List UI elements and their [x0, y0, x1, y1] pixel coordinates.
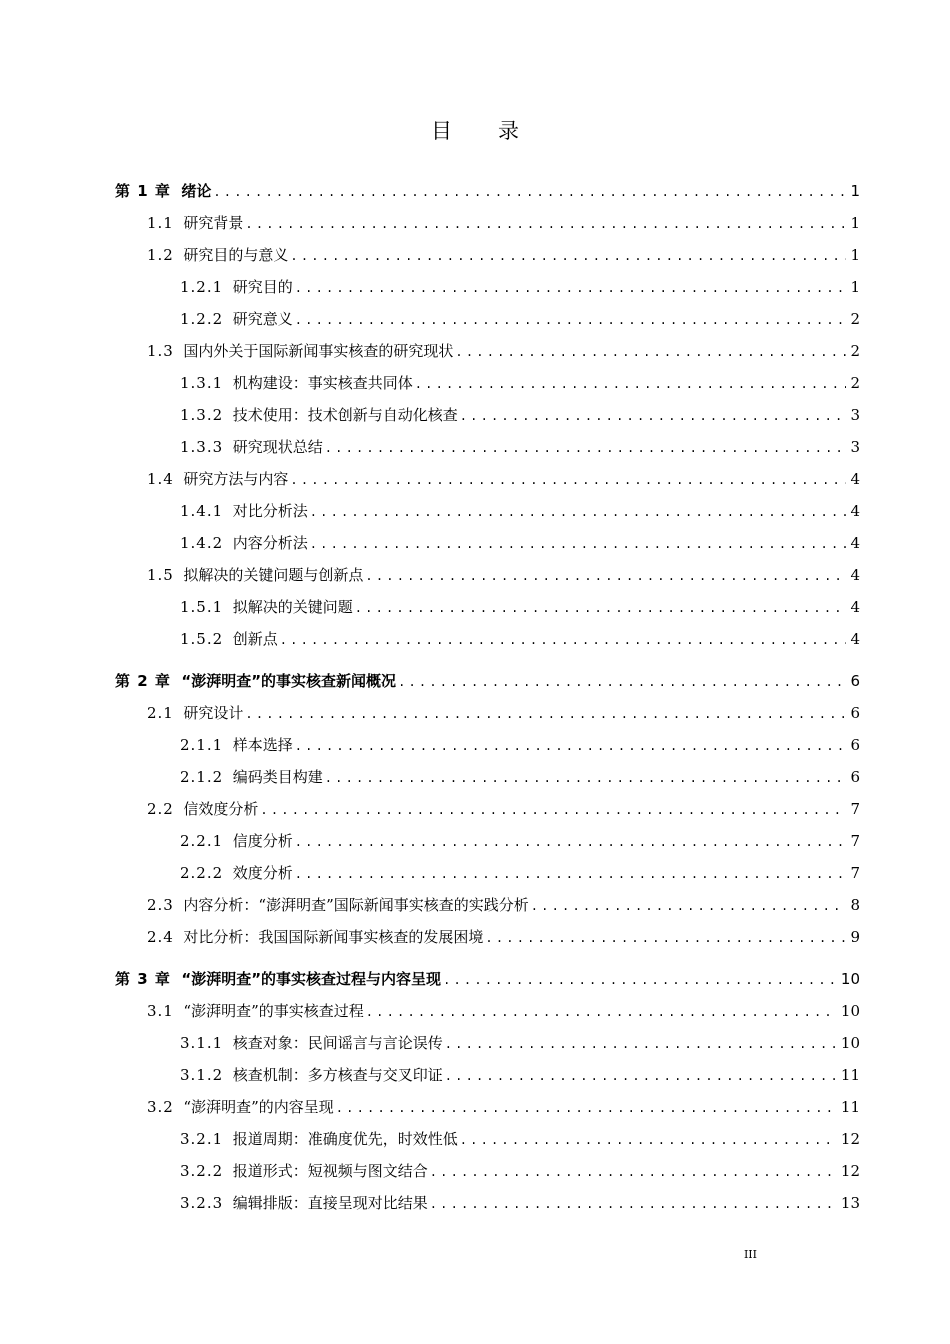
toc-dot-leader [325, 441, 847, 455]
toc-dot-leader [445, 1037, 837, 1051]
toc-entry-label: 研究设计 [183, 704, 244, 722]
toc-entry-spacer [174, 566, 184, 584]
toc-entry-number: 3.2.2 [180, 1162, 224, 1180]
toc-entry-label: “澎湃明查”的事实核查过程与内容呈现 [181, 970, 442, 988]
toc-entry-number: 1.1 [147, 214, 174, 232]
toc-entry-number: 2.1.2 [180, 768, 224, 786]
toc-entry-label: “澎湃明查”的事实核查过程 [183, 1002, 364, 1020]
toc-entry-page: 4 [850, 630, 860, 648]
toc-entry-number: 3.2 [147, 1098, 174, 1116]
toc-entry-number: 1.2.1 [180, 278, 224, 296]
toc-entry-page: 1 [850, 214, 860, 232]
toc-entry[interactable] [115, 1064, 860, 1096]
toc-entry-number: 3.2.3 [180, 1194, 224, 1212]
toc-entry-number: 第 1 章 [115, 182, 171, 200]
toc-entry-label: 效度分析 [232, 864, 293, 882]
toc-entry-page: 6 [850, 768, 860, 786]
toc-entry[interactable] [115, 180, 860, 212]
toc-entry[interactable] [115, 734, 860, 766]
toc-entry[interactable] [115, 308, 860, 340]
toc-dot-leader [430, 1197, 837, 1211]
toc-dot-leader [531, 899, 847, 913]
toc-entry-number: 3.1.1 [180, 1034, 224, 1052]
toc-dot-leader [310, 505, 847, 519]
toc-entry-number: 2.2.2 [180, 864, 224, 882]
toc-entry-page: 2 [850, 374, 860, 392]
toc-entry[interactable] [115, 798, 860, 830]
toc-entry-label: 创新点 [232, 630, 278, 648]
toc-entry-label: 样本选择 [232, 736, 293, 754]
toc-entry[interactable] [115, 1192, 860, 1224]
toc-dot-leader [295, 313, 847, 327]
toc-entry[interactable] [115, 340, 860, 372]
toc-entry-spacer [223, 736, 233, 754]
toc-entry-spacer [223, 598, 233, 616]
toc-dot-leader [310, 537, 847, 551]
toc-entry-number: 第 2 章 [115, 672, 171, 690]
toc-dot-leader [365, 569, 846, 583]
toc-entry-spacer [171, 182, 181, 200]
toc-entry-label: 报道周期：准确度优先，时效性低 [232, 1130, 458, 1148]
toc-dot-leader [336, 1101, 837, 1115]
toc-entry-label: 技术使用：技术创新与自动化核查 [232, 406, 458, 424]
toc-entry-label: 内容分析：“澎湃明查”国际新闻事实核查的实践分析 [183, 896, 529, 914]
toc-entry-label: “澎湃明查”的内容呈现 [183, 1098, 334, 1116]
toc-entry-label: “澎湃明查”的事实核查新闻概况 [181, 672, 397, 690]
toc-entry-page: 1 [850, 182, 860, 200]
toc-dot-leader [295, 739, 847, 753]
toc-entry-spacer [174, 896, 184, 914]
toc-entry-page: 7 [850, 800, 860, 818]
toc-entry-number: 2.2.1 [180, 832, 224, 850]
toc-dot-leader [295, 867, 847, 881]
toc-dot-leader [485, 931, 846, 945]
toc-entry-number: 2.1 [147, 704, 174, 722]
toc-entry-page: 10 [840, 970, 860, 988]
toc-entry-spacer [171, 672, 181, 690]
toc-entry-page: 4 [850, 598, 860, 616]
toc-dot-leader [280, 633, 847, 647]
toc-entry-label: 机构建设：事实核查共同体 [232, 374, 413, 392]
toc-entry-page: 2 [850, 310, 860, 328]
toc-entry-spacer [174, 704, 184, 722]
toc-entry-label: 研究目的与意义 [183, 246, 289, 264]
toc-entry-label: 拟解决的关键问题与创新点 [183, 566, 364, 584]
toc-entry-label: 研究意义 [232, 310, 293, 328]
toc-entry-spacer [223, 630, 233, 648]
toc-entry-spacer [223, 438, 233, 456]
toc-entry-spacer [174, 800, 184, 818]
toc-entry-page: 6 [850, 672, 860, 690]
toc-entry[interactable] [115, 968, 860, 1000]
toc-dot-leader [443, 973, 837, 987]
toc-entry-spacer [223, 768, 233, 786]
toc-entry[interactable] [115, 564, 860, 596]
toc-entry-page: 3 [850, 438, 860, 456]
toc-entry-number: 1.5 [147, 566, 174, 584]
toc-entry-page: 4 [850, 502, 860, 520]
toc-entry-spacer [223, 1162, 233, 1180]
toc-entry-spacer [223, 278, 233, 296]
toc-entry-number: 1.5.1 [180, 598, 224, 616]
toc-entry-number: 1.2 [147, 246, 174, 264]
toc-entry[interactable] [115, 212, 860, 244]
toc-entry-label: 编码类目构建 [232, 768, 323, 786]
toc-entry[interactable] [115, 830, 860, 862]
toc-entry-label: 核查机制：多方核查与交叉印证 [232, 1066, 443, 1084]
toc-dot-leader [295, 281, 847, 295]
toc-entry-page: 2 [850, 342, 860, 360]
toc-dot-leader [366, 1005, 837, 1019]
toc-dot-leader [213, 185, 846, 199]
toc-entry-spacer [223, 1066, 233, 1084]
toc-entry[interactable] [115, 1032, 860, 1064]
toc-entry-label: 信效度分析 [183, 800, 259, 818]
toc-entry-page: 6 [850, 736, 860, 754]
toc-entry[interactable] [115, 372, 860, 404]
toc-entry-spacer [174, 1098, 184, 1116]
toc-entry-number: 1.3 [147, 342, 174, 360]
toc-entry-spacer [223, 1034, 233, 1052]
toc-entry-number: 2.4 [147, 928, 174, 946]
toc-entry-page: 1 [850, 246, 860, 264]
toc-entry-number: 3.1 [147, 1002, 174, 1020]
toc-entry[interactable] [115, 862, 860, 894]
toc-entry-spacer [223, 534, 233, 552]
toc-entry-spacer [223, 502, 233, 520]
toc-dot-leader [455, 345, 846, 359]
toc-entry[interactable] [115, 1000, 860, 1032]
toc-entry-page: 11 [840, 1098, 860, 1116]
toc-entry-label: 绪论 [181, 182, 212, 200]
toc-entry-spacer [223, 1194, 233, 1212]
toc-entry-number: 1.3.1 [180, 374, 224, 392]
toc-entry[interactable] [115, 276, 860, 308]
toc-entry-number: 2.1.1 [180, 736, 224, 754]
toc-entry-page: 10 [840, 1002, 860, 1020]
toc-dot-leader [290, 249, 846, 263]
toc-entry-label: 研究目的 [232, 278, 293, 296]
toc-entry-page: 13 [840, 1194, 860, 1212]
toc-entry-page: 7 [850, 832, 860, 850]
toc-entry[interactable] [115, 404, 860, 436]
toc-entry-spacer [223, 1130, 233, 1148]
toc-entry-label: 内容分析法 [232, 534, 308, 552]
toc-entry-spacer [223, 310, 233, 328]
toc-entry[interactable] [115, 702, 860, 734]
toc-entry-label: 对比分析法 [232, 502, 308, 520]
toc-dot-leader [398, 675, 846, 689]
toc-dot-leader [290, 473, 846, 487]
toc-entry-label: 核查对象：民间谣言与言论误传 [232, 1034, 443, 1052]
toc-entry[interactable] [115, 532, 860, 564]
toc-entry-spacer [174, 470, 184, 488]
toc-title: 目录 [431, 119, 565, 143]
toc-entry-number: 1.2.2 [180, 310, 224, 328]
page-number-footer: III [743, 1248, 757, 1261]
toc-entry-spacer [174, 214, 184, 232]
toc-entry-number: 2.3 [147, 896, 174, 914]
toc-entry[interactable] [115, 500, 860, 532]
toc-entry[interactable] [115, 628, 860, 660]
toc-entry-label: 拟解决的关键问题 [232, 598, 353, 616]
toc-entry-page: 4 [850, 534, 860, 552]
toc-entry-spacer [171, 970, 181, 988]
toc-entry-number: 1.4 [147, 470, 174, 488]
toc-dot-leader [430, 1165, 837, 1179]
toc-entry-page: 7 [850, 864, 860, 882]
toc-entry-number: 第 3 章 [115, 970, 171, 988]
toc-dot-leader [355, 601, 847, 615]
table-of-contents [115, 180, 860, 1224]
toc-entry-spacer [223, 374, 233, 392]
toc-entry-page: 10 [840, 1034, 860, 1052]
toc-dot-leader [245, 707, 846, 721]
toc-entry-page: 12 [840, 1162, 860, 1180]
toc-entry-page: 4 [850, 470, 860, 488]
toc-entry-page: 4 [850, 566, 860, 584]
toc-entry-spacer [223, 864, 233, 882]
toc-entry[interactable] [115, 1096, 860, 1128]
toc-entry-label: 国内外关于国际新闻事实核查的研究现状 [183, 342, 454, 360]
toc-dot-leader [325, 771, 847, 785]
toc-dot-leader [460, 1133, 837, 1147]
toc-entry-page: 3 [850, 406, 860, 424]
toc-entry[interactable] [115, 468, 860, 500]
toc-entry-number: 3.2.1 [180, 1130, 224, 1148]
toc-entry[interactable] [115, 1160, 860, 1192]
toc-entry-label: 信度分析 [232, 832, 293, 850]
toc-dot-leader [295, 835, 847, 849]
toc-entry-page: 1 [850, 278, 860, 296]
toc-entry-page: 6 [850, 704, 860, 722]
toc-entry-page: 9 [850, 928, 860, 946]
toc-entry-spacer [223, 406, 233, 424]
toc-dot-leader [245, 217, 846, 231]
toc-entry-spacer [223, 832, 233, 850]
toc-dot-leader [260, 803, 846, 817]
toc-entry[interactable] [115, 1128, 860, 1160]
toc-entry-number: 1.3.3 [180, 438, 224, 456]
toc-entry-page: 11 [840, 1066, 860, 1084]
toc-entry[interactable] [115, 926, 860, 958]
toc-entry[interactable] [115, 244, 860, 276]
toc-entry-spacer [174, 246, 184, 264]
toc-entry-label: 编辑排版：直接呈现对比结果 [232, 1194, 428, 1212]
toc-dot-leader [460, 409, 847, 423]
toc-entry-number: 1.3.2 [180, 406, 224, 424]
toc-entry-spacer [174, 928, 184, 946]
toc-entry-number: 2.2 [147, 800, 174, 818]
toc-entry-spacer [174, 1002, 184, 1020]
toc-entry-page: 8 [850, 896, 860, 914]
toc-entry[interactable] [115, 436, 860, 468]
toc-entry-number: 1.4.1 [180, 502, 224, 520]
toc-entry[interactable] [115, 596, 860, 628]
toc-entry-label: 报道形式：短视频与图文结合 [232, 1162, 428, 1180]
toc-entry-label: 对比分析：我国国际新闻事实核查的发展困境 [183, 928, 484, 946]
toc-entry-number: 3.1.2 [180, 1066, 224, 1084]
toc-entry[interactable] [115, 766, 860, 798]
toc-entry-label: 研究方法与内容 [183, 470, 289, 488]
toc-entry-page: 12 [840, 1130, 860, 1148]
toc-dot-leader [415, 377, 847, 391]
toc-entry-spacer [174, 342, 184, 360]
toc-entry-label: 研究背景 [183, 214, 244, 232]
toc-dot-leader [445, 1069, 837, 1083]
toc-entry-number: 1.5.2 [180, 630, 224, 648]
toc-entry[interactable] [115, 894, 860, 926]
toc-entry-number: 1.4.2 [180, 534, 224, 552]
toc-entry-label: 研究现状总结 [232, 438, 323, 456]
toc-entry[interactable] [115, 670, 860, 702]
